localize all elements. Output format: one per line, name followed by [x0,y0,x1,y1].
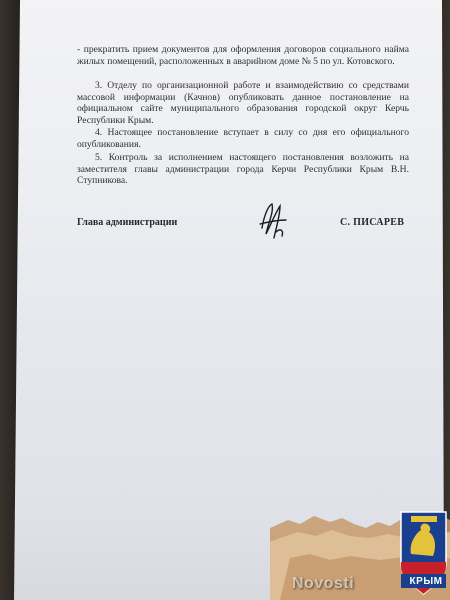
signature-name: С. ПИСАРЕВ [340,217,405,228]
paragraph-4: 4. Настоящее постановление вступает в силу со дня его официального опубликования. [77,127,409,150]
paragraph-5: 5. Контроль за исполнением настоящего постановления возложить на заместителя главы администрации города Керчи Республики Крым В.Н. Ступникова. [77,152,409,187]
paragraph-3: 3. Отделу по организационной работе и взаимодействию со средствами массовой информации (Качнов) опубликовать данное постановление на официальном сайте муниципального образования городской округ Керчь Республики Крым. [77,80,409,126]
signature-title: Глава администрации [77,217,178,228]
logo-label: КРЫМ [409,576,443,587]
watermark: Novosti [292,575,355,592]
handwritten-signature [254,198,292,244]
paragraph-bullet: - прекратить прием документов для оформления договоров социального найма жилых помещений, расположенных в аварийном доме № 5 по ул. Котовского. [77,44,409,67]
